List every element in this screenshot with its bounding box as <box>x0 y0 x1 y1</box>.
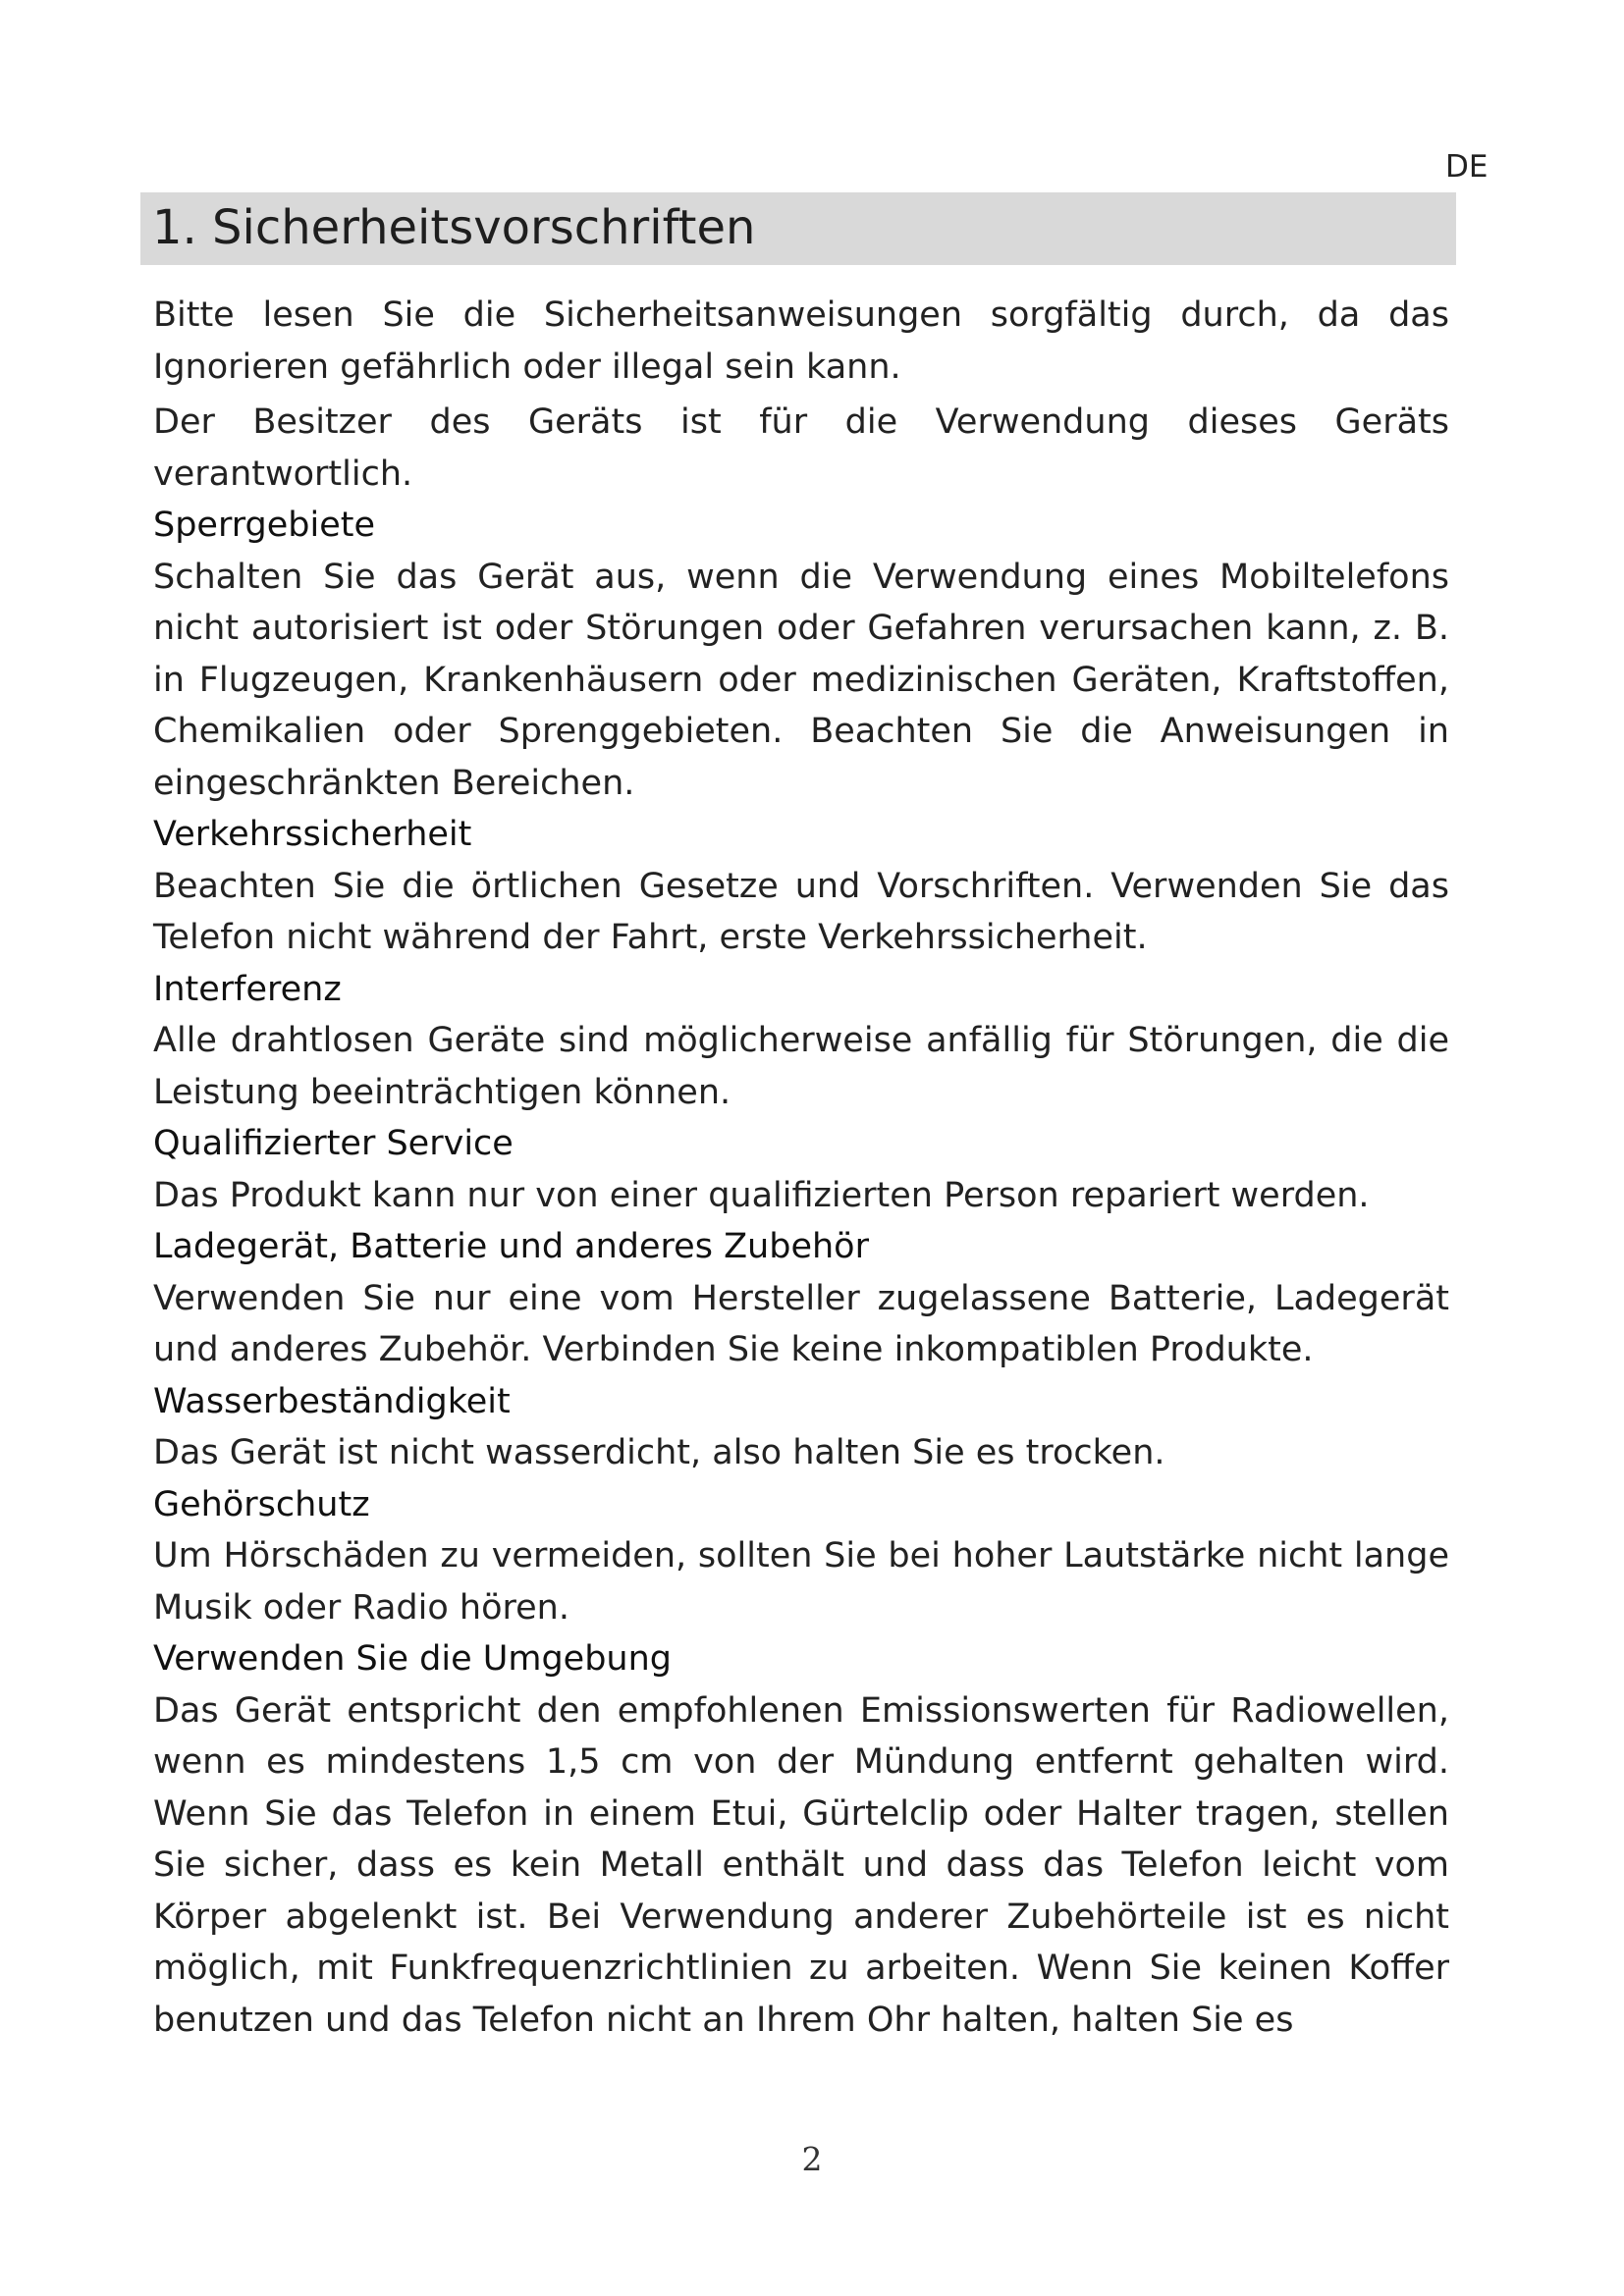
section-title: 1. Sicherheitsvorschriften <box>152 200 756 255</box>
subsection-text-interferenz: Alle drahtlosen Geräte sind möglicherweise anfällig für Störungen, die die Leistung beeinträchtigen können. <box>153 1021 1449 1112</box>
subsection-text-service: Das Produkt kann nur von einer qualifizierten Person repariert werden. <box>153 1175 1370 1215</box>
subsection-text-umgebung: Das Gerät entspricht den empfohlenen Emissionswerten für Radiowellen, wenn es mindestens 1,5 cm von der Mündung entfernt gehalten wird. Wenn Sie das Telefon in einem Etui, Gürtelclip oder Halter tragen, stellen Sie sicher, dass es kein Metall enthält und dass das Telefon leicht vom Körper abgelenkt ist. Bei Verwendung anderer Zubehörteile ist es nicht möglich, mit Funkfrequenzrichtlinien zu arbeiten. Wenn Sie keinen Koffer benutzen und das Telefon nicht an Ihrem Ohr halten, halten Sie es <box>153 1690 1449 2040</box>
subsection-heading-interferenz: Interferenz <box>153 969 342 1009</box>
subsection-heading-zubehoer: Ladegerät, Batterie und anderes Zubehör <box>153 1227 869 1266</box>
intro-paragraph: Bitte lesen Sie die Sicherheitsanweisungen sorgfältig durch, da das Ignorieren gefährlich oder illegal sein kann. <box>153 295 1449 387</box>
subsection-heading-wasser: Wasserbeständigkeit <box>153 1381 511 1421</box>
subsection-text-gehoerschutz: Um Hörschäden zu vermeiden, sollten Sie bei hoher Lautstärke nicht lange Musik oder Radio hören. <box>153 1536 1449 1628</box>
subsection-heading-gehoerschutz: Gehörschutz <box>153 1484 370 1524</box>
subsection-heading-sperrgebiete: Sperrgebiete <box>153 506 375 545</box>
subsection-heading-verkehrssicherheit: Verkehrssicherheit <box>153 815 472 854</box>
subsection-text-verkehrssicherheit: Beachten Sie die örtlichen Gesetze und Vorschriften. Verwenden Sie das Telefon nicht während der Fahrt, erste Verkehrssicherheit. <box>153 866 1449 957</box>
document-body <box>153 290 1449 2046</box>
subsection-heading-service: Qualifizierter Service <box>153 1124 514 1163</box>
page-number: 2 <box>801 2140 823 2178</box>
owner-paragraph: Der Besitzer des Geräts ist für die Verwendung dieses Geräts verantwortlich. <box>153 402 1449 494</box>
subsection-text-sperrgebiete: Schalten Sie das Gerät aus, wenn die Verwendung eines Mobiltelefons nicht autorisiert ist oder Störungen oder Gefahren verursachen kann, z. B. in Flugzeugen, Krankenhäusern oder medizinischen Geräten, Kraftstoffen, Chemikalien oder Sprenggebieten. Beachten Sie die Anweisungen in eingeschränkten Bereichen. <box>153 557 1449 803</box>
language-code: DE <box>1445 149 1489 185</box>
subsection-heading-umgebung: Verwenden Sie die Umgebung <box>153 1639 673 1679</box>
subsection-text-zubehoer: Verwenden Sie nur eine vom Hersteller zugelassene Batterie, Ladegerät und anderes Zubehör. Verbinden Sie keine inkompatiblen Produkte. <box>153 1278 1449 1369</box>
subsection-text-wasser: Das Gerät ist nicht wasserdicht, also halten Sie es trocken. <box>153 1433 1165 1472</box>
